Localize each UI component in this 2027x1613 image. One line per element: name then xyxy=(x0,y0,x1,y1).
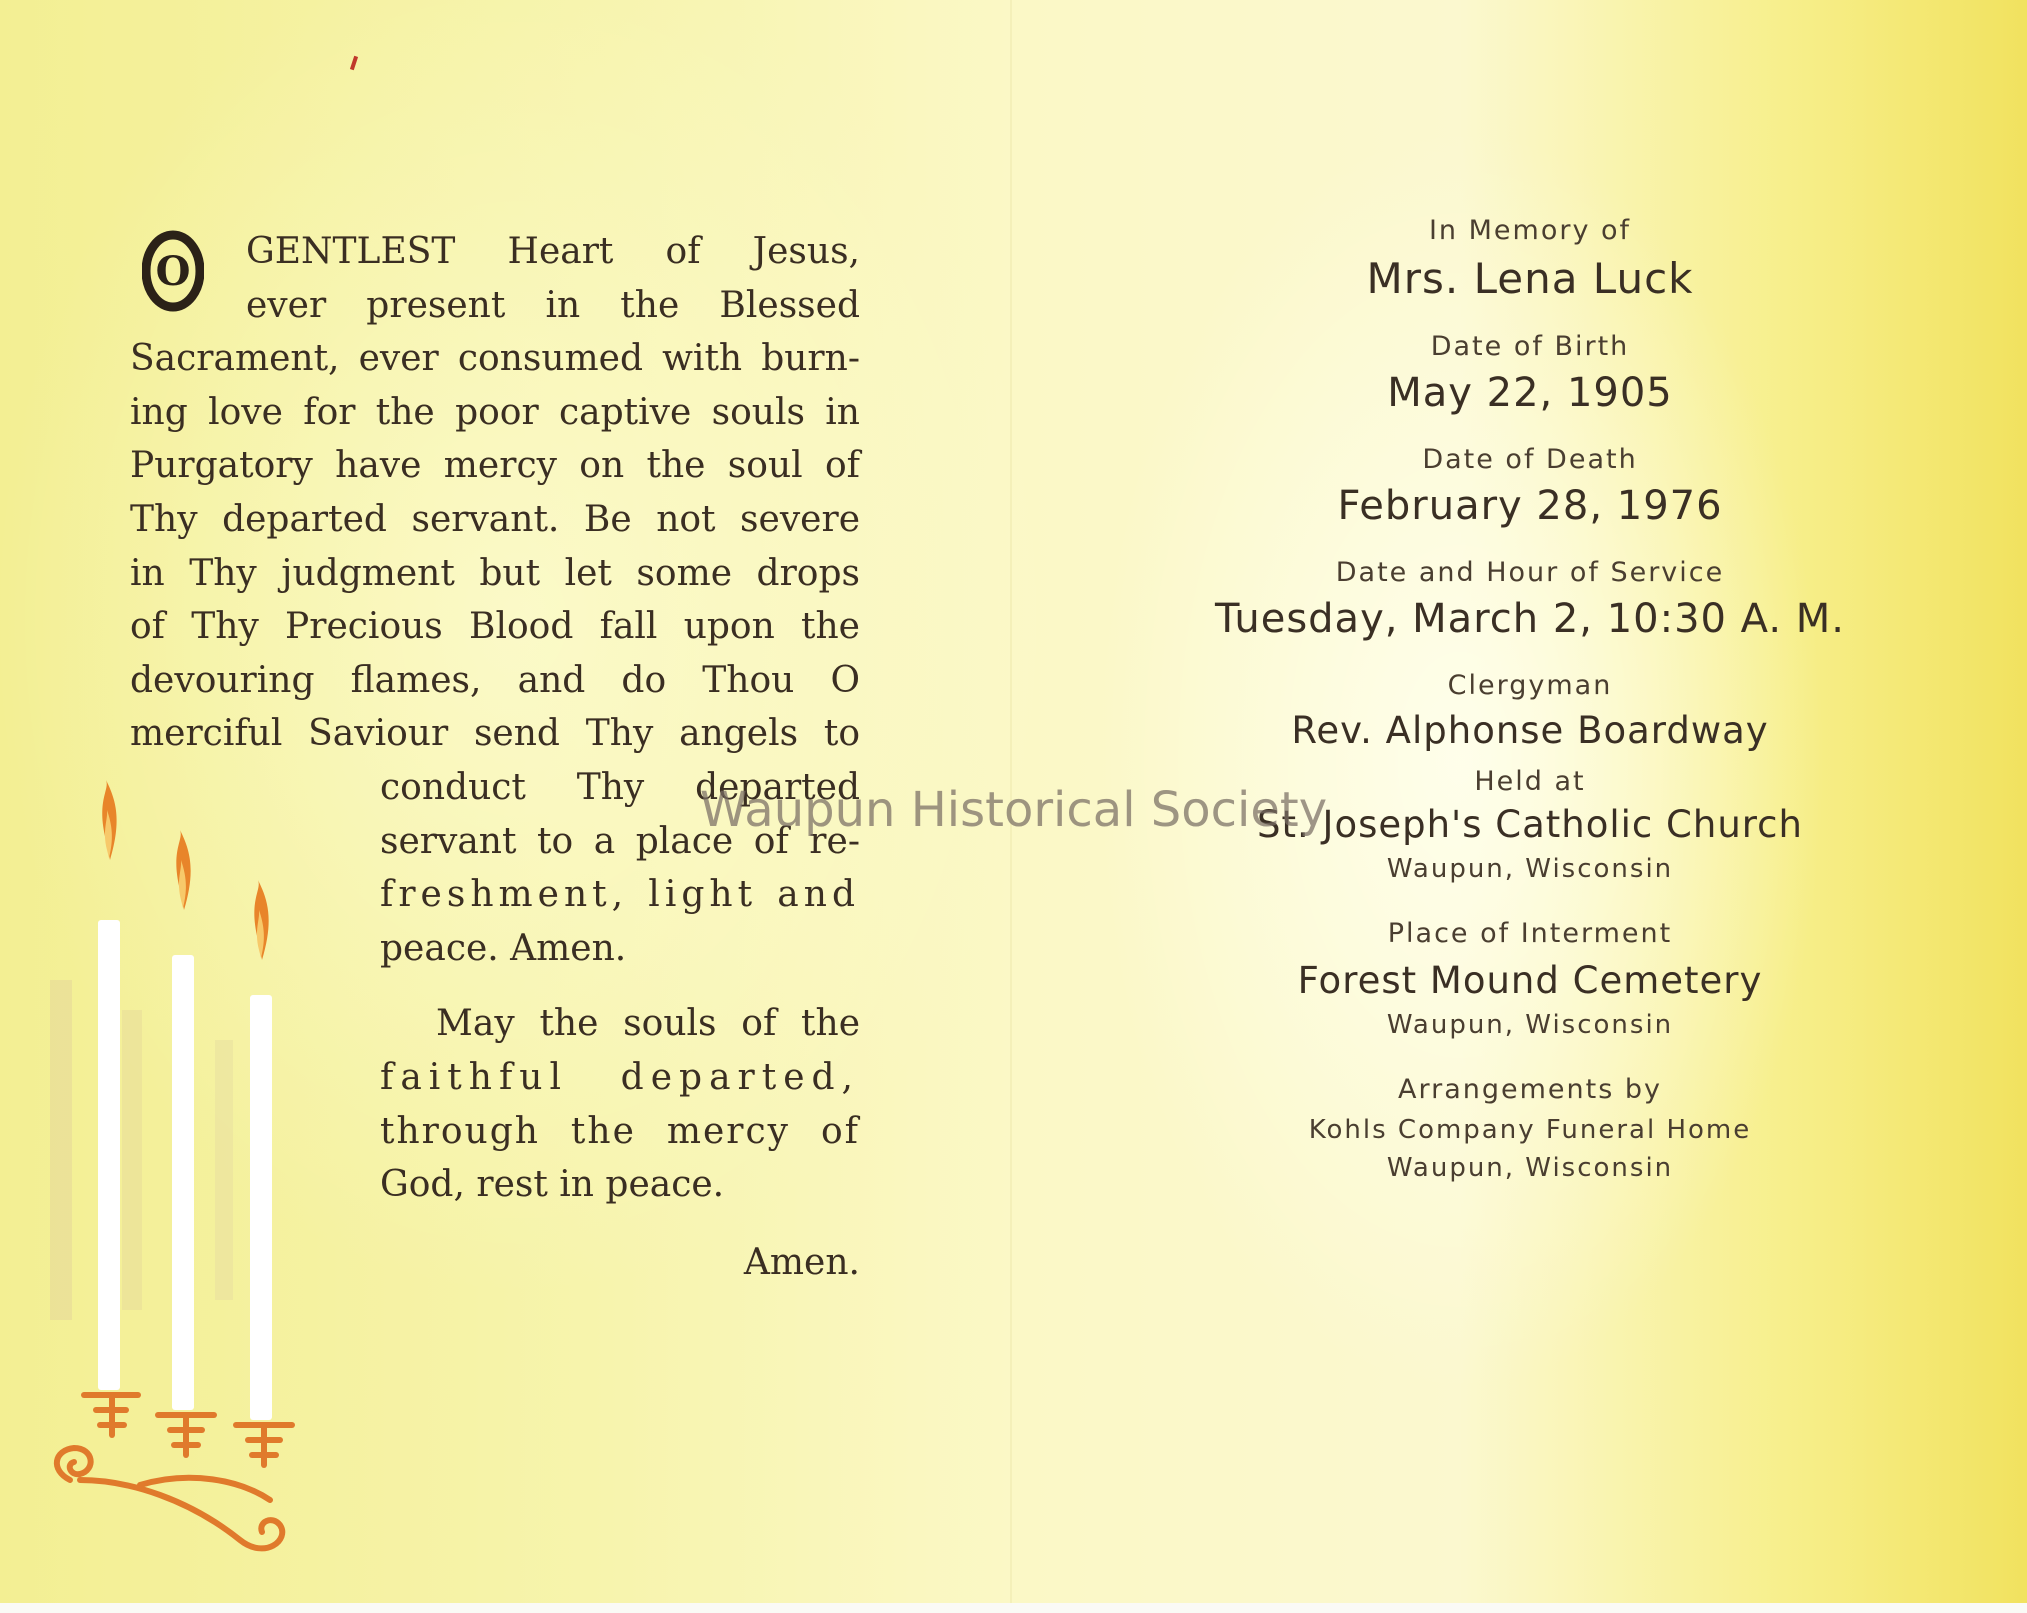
funeral-home-location: Waupun, Wisconsin xyxy=(1386,1153,1674,1183)
arrangements-label: Arrangements by xyxy=(1398,1074,1662,1105)
birth-label: Date of Birth xyxy=(1430,331,1630,362)
watermark: Waupun Historical Society xyxy=(699,782,1328,838)
prayer-line: servant to a place of re- xyxy=(380,820,860,862)
funeral-home: Kohls Company Funeral Home xyxy=(1308,1115,1752,1145)
birth-date: May 22, 1905 xyxy=(1387,370,1673,416)
svg-text:O: O xyxy=(155,248,191,295)
prayer-line: devouring flames, and do Thou O xyxy=(130,659,860,701)
prayer-line: Purgatory have mercy on the soul of xyxy=(130,445,860,487)
death-label: Date of Death xyxy=(1422,444,1638,475)
prayer-line: peace. Amen. xyxy=(380,927,627,969)
church-location: Waupun, Wisconsin xyxy=(1386,854,1674,884)
prayer-line: conduct Thy departed xyxy=(380,766,860,808)
prayer-line: in Thy judgment but let some drops xyxy=(130,552,860,594)
prayer-line: Sacrament, ever consumed with burn- xyxy=(130,338,860,380)
candles-icon xyxy=(40,780,320,1580)
death-date: February 28, 1976 xyxy=(1337,483,1723,529)
prayer-line: ever present in the Blessed xyxy=(246,284,860,326)
service-datetime: Tuesday, March 2, 10:30 A. M. xyxy=(1215,596,1845,642)
prayer-line: of Thy Precious Blood fall upon the xyxy=(130,606,860,648)
drop-cap-o-icon xyxy=(142,229,204,313)
in-memory-label: In Memory of xyxy=(1428,215,1632,246)
church-name: St. Joseph's Catholic Church xyxy=(1257,803,1803,846)
cemetery-location: Waupun, Wisconsin xyxy=(1386,1010,1674,1040)
prayer-line: Thy departed servant. Be not severe xyxy=(130,498,860,540)
closing-line: through the mercy of xyxy=(380,1110,860,1152)
service-label: Date and Hour of Service xyxy=(1335,557,1725,588)
prayer-line: ing love for the poor captive souls in xyxy=(130,391,860,433)
closing-line: faithful departed, xyxy=(380,1056,860,1098)
clergy-label: Clergyman xyxy=(1447,670,1613,701)
deceased-name: Mrs. Lena Luck xyxy=(1366,254,1694,303)
red-mark xyxy=(350,56,358,71)
closing-line: God, rest in peace. xyxy=(380,1164,725,1206)
amen: Amen. xyxy=(743,1241,860,1283)
cemetery-name: Forest Mound Cemetery xyxy=(1297,959,1763,1002)
held-label: Held at xyxy=(1474,766,1586,797)
prayer-line: freshment, light and xyxy=(380,874,860,916)
prayer-line: GENTLEST Heart of Jesus, xyxy=(246,231,860,272)
clergyman: Rev. Alphonse Boardway xyxy=(1291,709,1769,752)
memorial-panel xyxy=(1170,215,1890,1183)
interment-label: Place of Interment xyxy=(1387,918,1673,949)
closing-line: May the souls of the xyxy=(436,1003,860,1045)
prayer-line: merciful Saviour send Thy angels to xyxy=(130,713,860,755)
